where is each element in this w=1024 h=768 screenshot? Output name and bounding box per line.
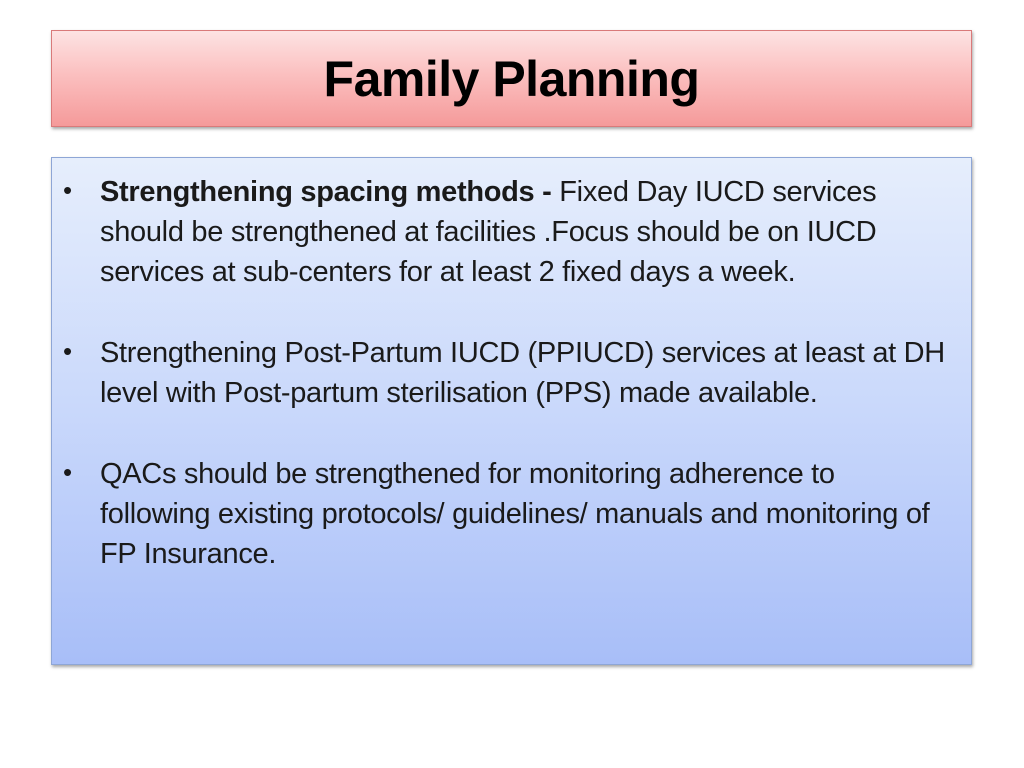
bullet-dot-icon: • [63, 457, 72, 487]
bullet-lead-text: Strengthening spacing methods - [100, 176, 552, 208]
title-box [51, 30, 972, 127]
bullet-dot-icon: • [63, 336, 72, 366]
bullet-item [52, 454, 971, 574]
bullet-text: QACs should be strengthened for monitoring adherence to following existing protocols/ guidelines/ manuals and monitoring of FP Insurance. [100, 458, 930, 570]
bullet-item [52, 333, 971, 413]
bullet-dot-icon: • [63, 175, 72, 205]
slide-title: Family Planning [323, 50, 700, 107]
bullet-text: Fixed Day IUCD services should be strengthened at facilities .Focus should be on IUCD services at sub-centers for at least 2 fixed days a week. [100, 176, 877, 288]
content-box [51, 157, 972, 665]
bullet-item [52, 172, 971, 292]
bullet-list [52, 172, 971, 615]
bullet-text: Strengthening Post-Partum IUCD (PPIUCD) services at least at DH level with Post-partum sterilisation (PPS) made available. [100, 337, 945, 409]
